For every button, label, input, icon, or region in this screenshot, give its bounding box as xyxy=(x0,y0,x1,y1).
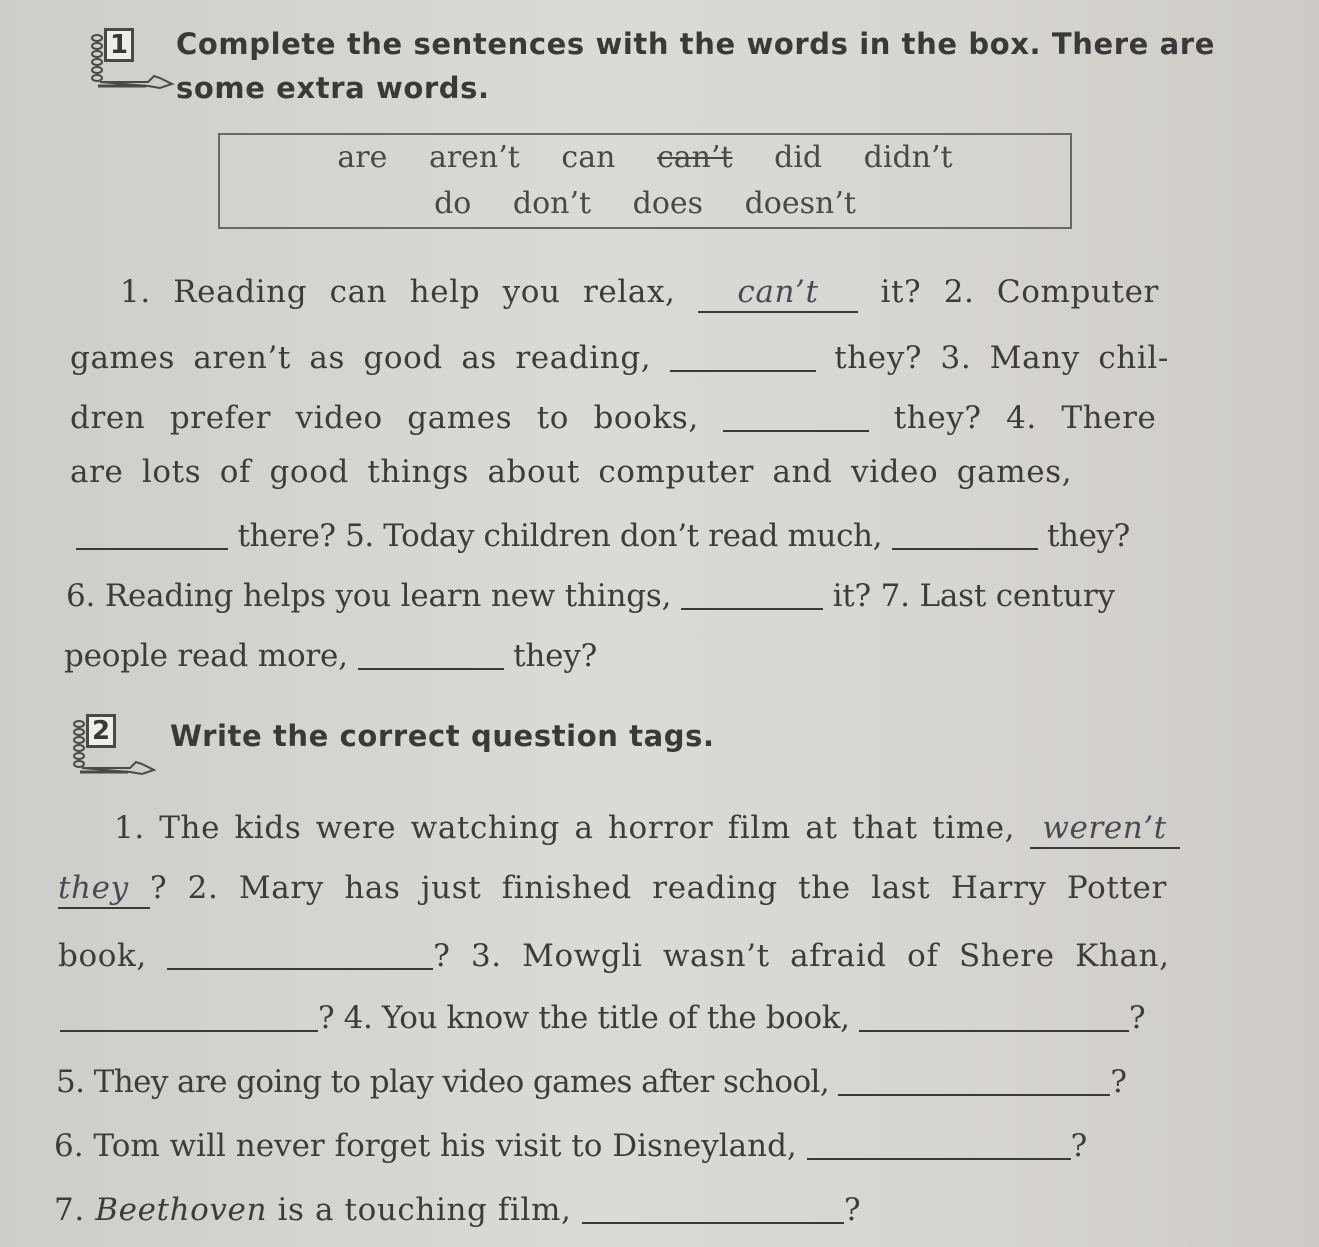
word-option: don’t xyxy=(512,186,592,221)
word-option: aren’t xyxy=(428,140,520,175)
exercise-2-line xyxy=(114,808,1180,848)
answer-blank-filled[interactable]: can’t xyxy=(698,275,858,313)
sentence-text: ? xyxy=(1110,1064,1127,1100)
sentence-number: 7. xyxy=(54,1192,85,1228)
answer-blank[interactable] xyxy=(859,996,1129,1032)
sentence-text: 1. Reading can help you relax, xyxy=(120,274,676,310)
sentence-text: they? 3. Many chil- xyxy=(834,340,1169,376)
word-option: did xyxy=(774,140,823,175)
word-box-row xyxy=(220,135,1070,181)
answer-blank[interactable] xyxy=(76,514,228,550)
sentence-text: ? xyxy=(843,1192,862,1228)
word-option: does xyxy=(632,186,704,221)
exercise-1-line xyxy=(120,272,1159,312)
sentence-text: people read more, xyxy=(64,638,348,674)
exercise-2-line xyxy=(58,930,1170,974)
exercise-2-instruction: Write the correct question tags. xyxy=(170,719,715,753)
instruction-line: Complete the sentences with the words in the box. There are xyxy=(176,27,1215,61)
answer-blank[interactable] xyxy=(723,396,869,432)
sentence-text: ? 4. You know the title of the book, xyxy=(318,1000,850,1036)
pencil-icon xyxy=(80,754,170,776)
sentence-text: book, xyxy=(58,938,147,974)
pencil-icon xyxy=(98,68,188,90)
sentence-text: it? 2. Computer xyxy=(880,274,1159,310)
answer-blank[interactable] xyxy=(670,336,816,372)
answer-blank[interactable] xyxy=(167,934,433,970)
exercise-1-line xyxy=(76,510,1130,554)
exercise-1-line xyxy=(70,392,1157,436)
sentence-text: it? 7. Last century xyxy=(832,578,1115,614)
word-option: are xyxy=(337,140,388,175)
answer-blank[interactable] xyxy=(60,996,318,1032)
instruction-line: some extra words. xyxy=(176,71,490,105)
exercise-1-line xyxy=(70,332,1169,376)
exercise-1-instruction xyxy=(176,22,1215,110)
word-box xyxy=(218,133,1072,229)
exercise-2-line xyxy=(54,1120,1088,1164)
sentence-text: they? xyxy=(513,638,598,674)
sentence-text: 6. Tom will never forget his visit to Disneyland, xyxy=(54,1128,797,1164)
answer-blank[interactable] xyxy=(892,514,1038,550)
exercise-2-line xyxy=(58,868,1167,908)
word-option: can xyxy=(561,140,616,175)
exercise-1-line xyxy=(66,570,1115,614)
answer-blank[interactable] xyxy=(807,1124,1071,1160)
answer-blank[interactable] xyxy=(838,1060,1110,1096)
exercise-2-icon xyxy=(66,714,176,780)
sentence-text: ? xyxy=(1129,1000,1146,1036)
sentence-text: they? 4. There xyxy=(893,400,1157,436)
film-title: Beethoven xyxy=(95,1192,268,1228)
exercise-2-line xyxy=(60,992,1146,1036)
word-box-row xyxy=(220,181,1070,227)
sentence-text: ? 3. Mowgli wasn’t afraid of Shere Khan, xyxy=(433,938,1170,974)
answer-blank[interactable] xyxy=(358,634,504,670)
word-option: didn’t xyxy=(863,140,953,175)
answer-blank-filled[interactable]: weren’t xyxy=(1030,811,1180,849)
sentence-text: they? xyxy=(1046,518,1130,554)
word-option: doesn’t xyxy=(744,186,856,221)
sentence-text: games aren’t as good as reading, xyxy=(70,340,652,376)
answer-blank-filled[interactable]: they xyxy=(58,871,150,909)
sentence-text: is a touching film, xyxy=(277,1192,572,1228)
sentence-text: there? 5. Today children don’t read much, xyxy=(237,518,883,554)
answer-blank[interactable] xyxy=(681,574,823,610)
exercise-number: 2 xyxy=(86,714,116,748)
exercise-1-line xyxy=(64,630,598,674)
word-option: do xyxy=(434,186,472,221)
exercise-2-line xyxy=(56,1056,1127,1100)
exercise-2-line xyxy=(54,1184,862,1228)
sentence-text: 1. The kids were watching a horror film at that time, xyxy=(114,810,1016,846)
sentence-text: ? xyxy=(1070,1128,1088,1164)
exercise-1-line xyxy=(70,452,1072,492)
sentence-text: dren prefer video games to books, xyxy=(70,400,699,436)
answer-blank[interactable] xyxy=(582,1188,844,1224)
sentence-text: 6. Reading helps you learn new things, xyxy=(66,578,672,614)
sentence-text: ? 2. Mary has just finished reading the last Harry Potter xyxy=(150,870,1167,906)
sentence-text: are lots of good things about computer and video games, xyxy=(70,454,1073,490)
exercise-number: 1 xyxy=(104,28,134,62)
word-option-crossed-out: can’t xyxy=(656,140,733,175)
sentence-text: 5. They are going to play video games after school, xyxy=(56,1064,830,1100)
